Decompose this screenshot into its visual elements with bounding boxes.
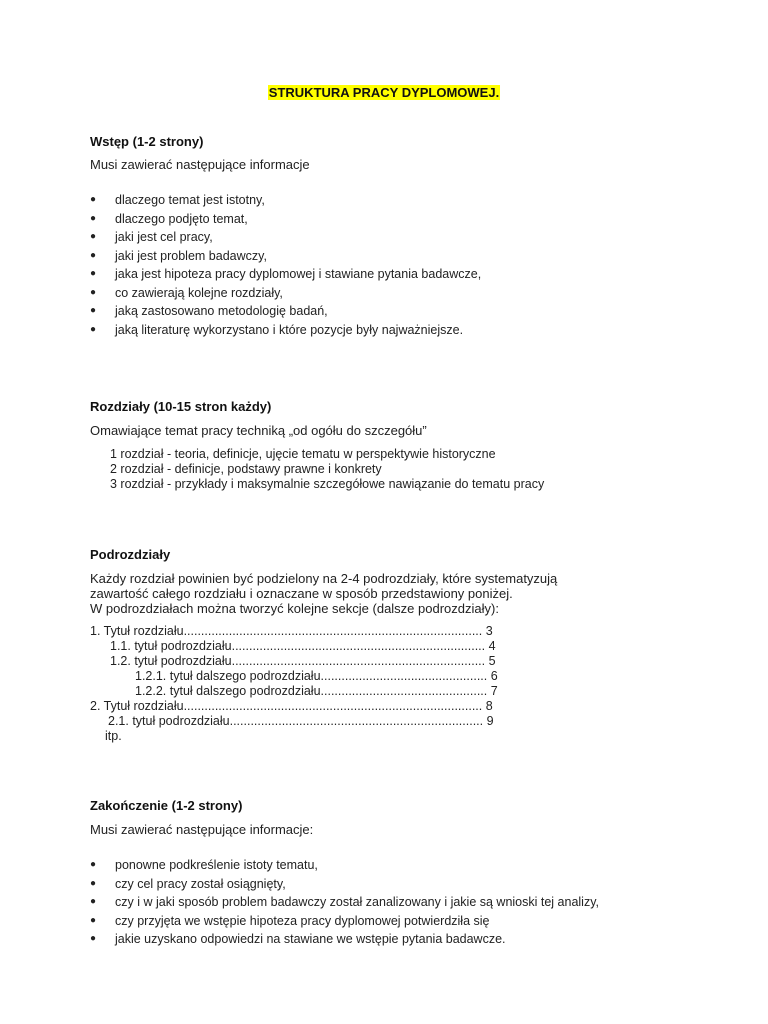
bullet-icon: ●: [90, 231, 97, 242]
paragraph-line: W podrozdziałach można tworzyć kolejne sekcje (dalsze podrozdziały):: [90, 601, 499, 616]
ending-lead: Musi zawierać następujące informacje:: [90, 822, 314, 837]
list-item: ● dlaczego temat jest istotny,: [90, 191, 481, 210]
list-item: ● jaka jest hipoteza pracy dyplomowej i stawiane pytania badawcze,: [90, 265, 481, 284]
paragraph-line: Każdy rozdział powinien być podzielony na 2-4 podrozdziały, które systematyzują: [90, 571, 558, 586]
chapters-lead: Omawiające temat pracy techniką „od ogółu do szczegółu”: [90, 423, 427, 438]
ending-heading: Zakończenie (1-2 strony): [90, 798, 243, 813]
list-item: ● jaką zastosowano metodologię badań,: [90, 302, 481, 321]
paragraph-line: zawartość całego rozdziału i oznaczane w sposób przedstawiony poniżej.: [90, 586, 513, 601]
list-item: ● czy cel pracy został osiągnięty,: [90, 875, 599, 894]
list-item: ● jaką literaturę wykorzystano i które pozycje były najważniejsze.: [90, 321, 481, 340]
document-title: [0, 84, 768, 102]
list-item: 3 rozdział - przykłady i maksymalnie szczegółowe nawiązanie do tematu pracy: [110, 477, 545, 491]
toc-entry: 2.1. tytuł podrozdziału......................................................................... 9: [108, 714, 494, 728]
ending-bullet-list: [90, 856, 599, 949]
toc-example: [90, 624, 498, 744]
bullet-icon: ●: [90, 268, 97, 279]
bullet-icon: ●: [90, 859, 97, 870]
document-title-text: STRUKTURA PRACY DYPLOMOWEJ.: [268, 85, 500, 100]
bullet-icon: ●: [90, 896, 97, 907]
toc-entry: 1. Tytuł rozdziału...................................................................................... 3: [90, 624, 493, 638]
bullet-icon: ●: [90, 249, 97, 261]
list-item: ● ponowne podkreślenie istoty tematu,: [90, 856, 599, 875]
bullet-icon: ●: [90, 286, 97, 298]
bullet-icon: ●: [90, 877, 97, 889]
bullet-icon: ●: [90, 194, 97, 205]
bullet-icon: ●: [90, 323, 97, 335]
intro-lead: Musi zawierać następujące informacje: [90, 157, 310, 172]
list-item: 2 rozdział - definicje, podstawy prawne i konkrety: [110, 462, 382, 476]
toc-entry: 1.2. tytuł podrozdziału......................................................................... 5: [110, 654, 496, 668]
bullet-icon: ●: [90, 933, 97, 944]
list-item: ● czy i w jaki sposób problem badawczy został zanalizowany i jakie są wnioski tej analizy,: [90, 893, 599, 912]
bullet-icon: ●: [90, 212, 97, 224]
toc-entry: itp.: [105, 729, 122, 743]
intro-heading: Wstęp (1-2 strony): [90, 134, 204, 149]
list-item: ● jakie uzyskano odpowiedzi na stawiane we wstępie pytania badawcze.: [90, 930, 599, 949]
list-item: ● jaki jest cel pracy,: [90, 228, 481, 247]
subchapters-heading: Podrozdziały: [90, 547, 171, 562]
list-item: ● dlaczego podjęto temat,: [90, 210, 481, 229]
bullet-icon: ●: [90, 305, 97, 316]
toc-entry: 1.2.2. tytuł dalszego podrozdziału................................................ 7: [135, 684, 498, 698]
toc-entry: 1.1. tytuł podrozdziału......................................................................... 4: [110, 639, 496, 653]
list-item: ● czy przyjęta we wstępie hipoteza pracy dyplomowej potwierdziła się: [90, 912, 599, 931]
list-item: 1 rozdział - teoria, definicje, ujęcie tematu w perspektywie historyczne: [110, 447, 496, 461]
list-item: ● jaki jest problem badawczy,: [90, 247, 481, 266]
toc-entry: 1.2.1. tytuł dalszego podrozdziału................................................ 6: [135, 669, 498, 683]
intro-bullet-list: [90, 191, 481, 339]
chapters-list: [110, 447, 544, 492]
list-item: ● co zawierają kolejne rozdziały,: [90, 284, 481, 303]
chapters-heading: Rozdziały (10-15 stron każdy): [90, 399, 272, 414]
bullet-icon: ●: [90, 914, 97, 926]
subchapters-paragraph: [90, 571, 557, 616]
toc-entry: 2. Tytuł rozdziału...................................................................................... 8: [90, 699, 493, 713]
